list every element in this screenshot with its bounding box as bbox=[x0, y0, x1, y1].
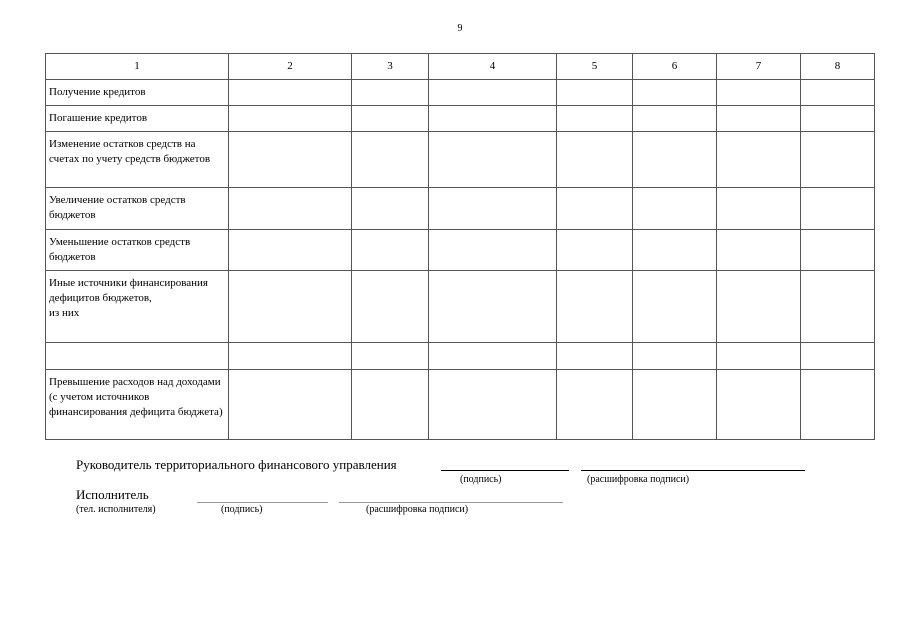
table-cell bbox=[229, 230, 352, 271]
table-row bbox=[46, 230, 875, 271]
table-cell bbox=[352, 80, 429, 106]
row-label: Увеличение остатков средств бюджетов bbox=[46, 188, 229, 230]
row-label: Получение кредитов bbox=[46, 80, 229, 106]
table-cell bbox=[352, 188, 429, 230]
table-cell bbox=[429, 188, 557, 230]
table-cell bbox=[557, 132, 633, 188]
table-cell bbox=[229, 343, 352, 370]
table-cell bbox=[801, 343, 875, 370]
table-cell bbox=[429, 343, 557, 370]
executor-signature-line bbox=[197, 502, 328, 503]
executor-decoding-caption: (расшифровка подписи) bbox=[366, 504, 469, 515]
table-cell bbox=[801, 132, 875, 188]
table-cell bbox=[352, 343, 429, 370]
table-cell bbox=[633, 188, 717, 230]
table-cell bbox=[429, 80, 557, 106]
table-row bbox=[46, 370, 875, 440]
table-cell bbox=[229, 370, 352, 440]
table-cell bbox=[429, 106, 557, 132]
row-label: Уменьшение остатков средств бюджетов bbox=[46, 230, 229, 271]
table-cell bbox=[801, 188, 875, 230]
table-cell bbox=[717, 106, 801, 132]
head-signature-caption: (подпись) bbox=[460, 474, 502, 485]
row-label: Погашение кредитов bbox=[46, 106, 229, 132]
column-header: 6 bbox=[633, 54, 717, 80]
table-cell bbox=[633, 271, 717, 343]
table-cell bbox=[229, 271, 352, 343]
head-decoding-line bbox=[581, 470, 805, 471]
table-cell bbox=[557, 80, 633, 106]
table-cell bbox=[429, 271, 557, 343]
table-cell bbox=[429, 230, 557, 271]
table-cell bbox=[717, 370, 801, 440]
table-cell bbox=[801, 230, 875, 271]
executor-label: Исполнитель bbox=[76, 487, 149, 502]
table-cell bbox=[352, 230, 429, 271]
column-header: 7 bbox=[717, 54, 801, 80]
page-number: 9 bbox=[457, 23, 463, 34]
table-cell bbox=[557, 230, 633, 271]
table-header-row bbox=[46, 54, 875, 80]
executor-phone-caption: (тел. исполнителя) bbox=[76, 504, 156, 515]
report-table bbox=[45, 53, 875, 440]
table-cell bbox=[557, 106, 633, 132]
table-cell bbox=[352, 370, 429, 440]
table-cell bbox=[557, 343, 633, 370]
table-cell bbox=[633, 343, 717, 370]
column-header: 2 bbox=[229, 54, 352, 80]
row-label: Превышение расходов над доходами (с учетом источников финансирования дефицита бюджета) bbox=[46, 370, 229, 440]
head-signature-label: Руководитель территориального финансового управления bbox=[76, 457, 397, 472]
table-cell bbox=[717, 271, 801, 343]
table-cell bbox=[801, 106, 875, 132]
head-signature-line bbox=[441, 470, 569, 471]
table-cell bbox=[717, 132, 801, 188]
table-row bbox=[46, 188, 875, 230]
table-cell bbox=[801, 271, 875, 343]
table-cell bbox=[633, 132, 717, 188]
column-header: 1 bbox=[46, 54, 229, 80]
table-row bbox=[46, 343, 875, 370]
column-header: 4 bbox=[429, 54, 557, 80]
table-cell bbox=[717, 230, 801, 271]
table-cell bbox=[633, 106, 717, 132]
column-header: 8 bbox=[801, 54, 875, 80]
table-cell bbox=[229, 132, 352, 188]
table-cell bbox=[557, 271, 633, 343]
table-cell bbox=[557, 188, 633, 230]
row-label bbox=[46, 343, 229, 370]
table-cell bbox=[229, 80, 352, 106]
executor-decoding-line bbox=[339, 502, 563, 503]
table-cell bbox=[633, 230, 717, 271]
table-row bbox=[46, 271, 875, 343]
table-row bbox=[46, 80, 875, 106]
table-cell bbox=[633, 80, 717, 106]
table-row bbox=[46, 106, 875, 132]
table-cell bbox=[429, 132, 557, 188]
table-cell bbox=[352, 106, 429, 132]
table-cell bbox=[801, 80, 875, 106]
table-cell bbox=[717, 188, 801, 230]
executor-signature-caption: (подпись) bbox=[221, 504, 263, 515]
row-label: Иные источники финансирования дефицитов бюджетов, из них bbox=[46, 271, 229, 343]
table-cell bbox=[717, 343, 801, 370]
head-decoding-caption: (расшифровка подписи) bbox=[587, 474, 690, 485]
column-header: 5 bbox=[557, 54, 633, 80]
table-cell bbox=[717, 80, 801, 106]
table-row bbox=[46, 132, 875, 188]
column-header: 3 bbox=[352, 54, 429, 80]
table-cell bbox=[429, 370, 557, 440]
table-cell bbox=[633, 370, 717, 440]
table-cell bbox=[229, 106, 352, 132]
table-cell bbox=[229, 188, 352, 230]
table-cell bbox=[801, 370, 875, 440]
table-cell bbox=[352, 271, 429, 343]
table-cell bbox=[352, 132, 429, 188]
row-label: Изменение остатков средств на счетах по учету средств бюджетов bbox=[46, 132, 229, 188]
table-cell bbox=[557, 370, 633, 440]
